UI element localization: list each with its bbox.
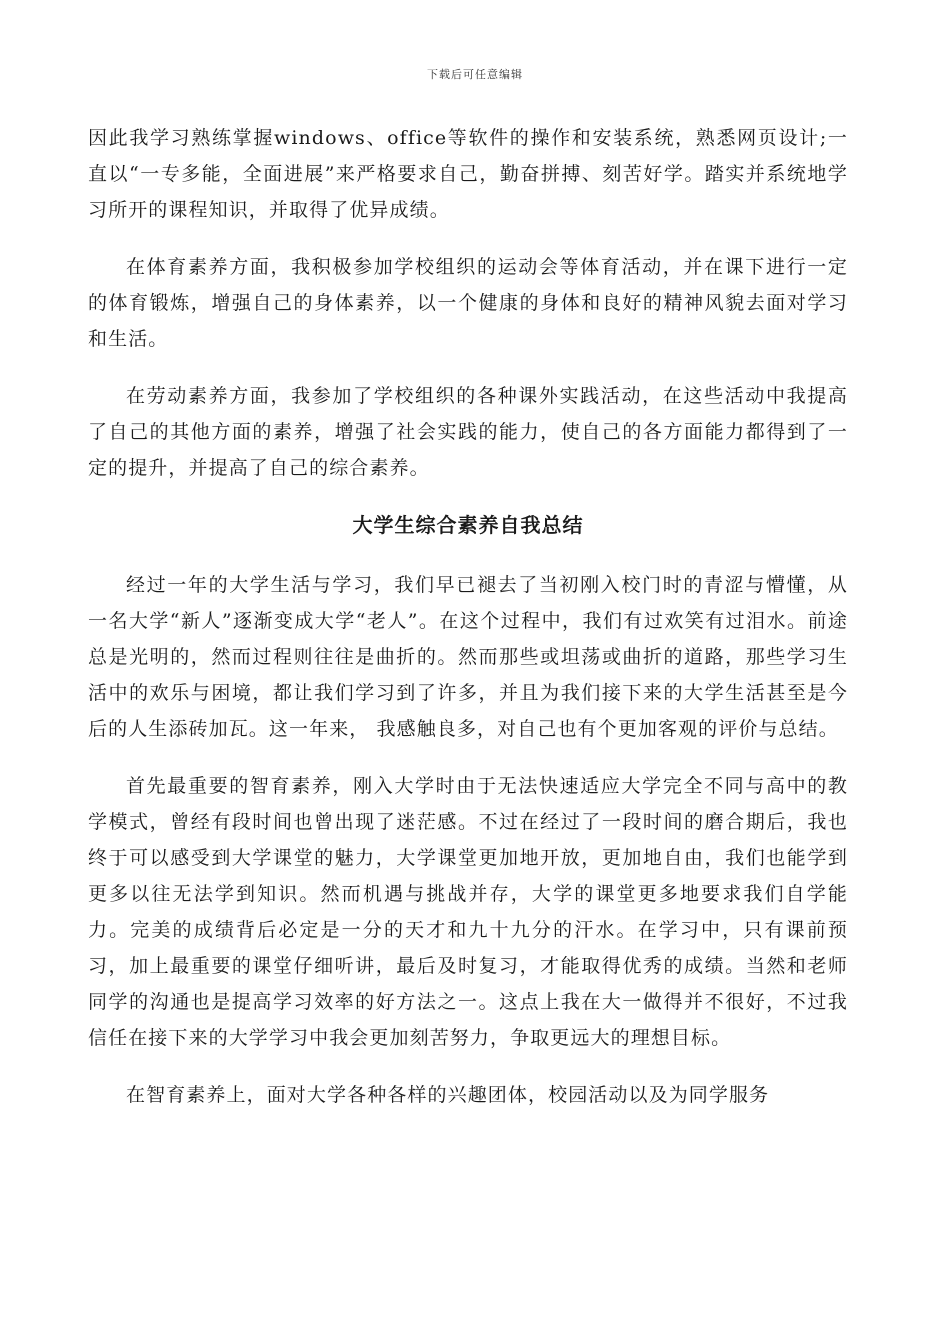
paragraph-intro: 经过一年的大学生活与学习，我们早已褪去了当初刚入校门时的青涩与懵懂，从一名大学“新人”逐渐变成大学“老人”。在这个过程中，我们有过欢笑有过泪水。前途总是光明的，然而过程则往往是曲折的。然而那些或坦荡或曲折的道路，那些学习生活中的欢乐与困境，都让我们学习到了许多，并且为我们接下来的大学生活甚至是今后的人生添砖加瓦。这一年来， 我感触良多，对自己也有个更加客观的评价与总结。 bbox=[88, 574, 848, 740]
paragraph-continued: 在智育素养上，面对大学各种各样的兴趣团体，校园活动以及为同学服务 bbox=[126, 1084, 770, 1106]
paragraph-computer-skills: 因此我学习熟练掌握windows、office等软件的操作和安装系统，熟悉网页设计;一直以“一专多能，全面进展”来严格要求自己，勤奋拼搏、刻苦好学。踏实并系统地学习所开的课程知识，并取得了优异成绩。 bbox=[88, 127, 848, 221]
paragraph-sports: 在体育素养方面，我积极参加学校组织的运动会等体育活动，并在课下进行一定的体育锻炼，增强自己的身体素养，以一个健康的身体和良好的精神风貌去面对学习和生活。 bbox=[88, 256, 848, 350]
page-header: 下载后可任意编辑 bbox=[427, 68, 523, 81]
paragraph-intellectual: 首先最重要的智育素养，刚入大学时由于无法快速适应大学完全不同与高中的教学模式，曾经有段时间也曾出现了迷茫感。不过在经过了一段时间的磨合期后，我也终于可以感受到大学课堂的魅力，大学课堂更加地开放，更加地自由，我们也能学到更多以往无法学到知识。然而机遇与挑战并存，大学的课堂更多地要求我们自学能力。完美的成绩背后必定是一分的天才和九十九分的汗水。在学习中，只有课前预习，加上最重要的课堂仔细听讲，最后及时复习，才能取得优秀的成绩。当然和老师同学的沟通也是提高学习效率的好方法之一。这点上我在大一做得并不很好，不过我信任在接下来的大学学习中我会更加刻苦努力，争取更远大的理想目标。 bbox=[88, 775, 848, 1049]
section-title: 大学生综合素养自我总结 bbox=[352, 513, 584, 537]
paragraph-labor: 在劳动素养方面，我参加了学校组织的各种课外实践活动，在这些活动中我提高了自己的其他方面的素养，增强了社会实践的能力，使自己的各方面能力都得到了一定的提升，并提高了自己的综合素养。 bbox=[88, 385, 848, 479]
document-body bbox=[88, 120, 848, 1134]
